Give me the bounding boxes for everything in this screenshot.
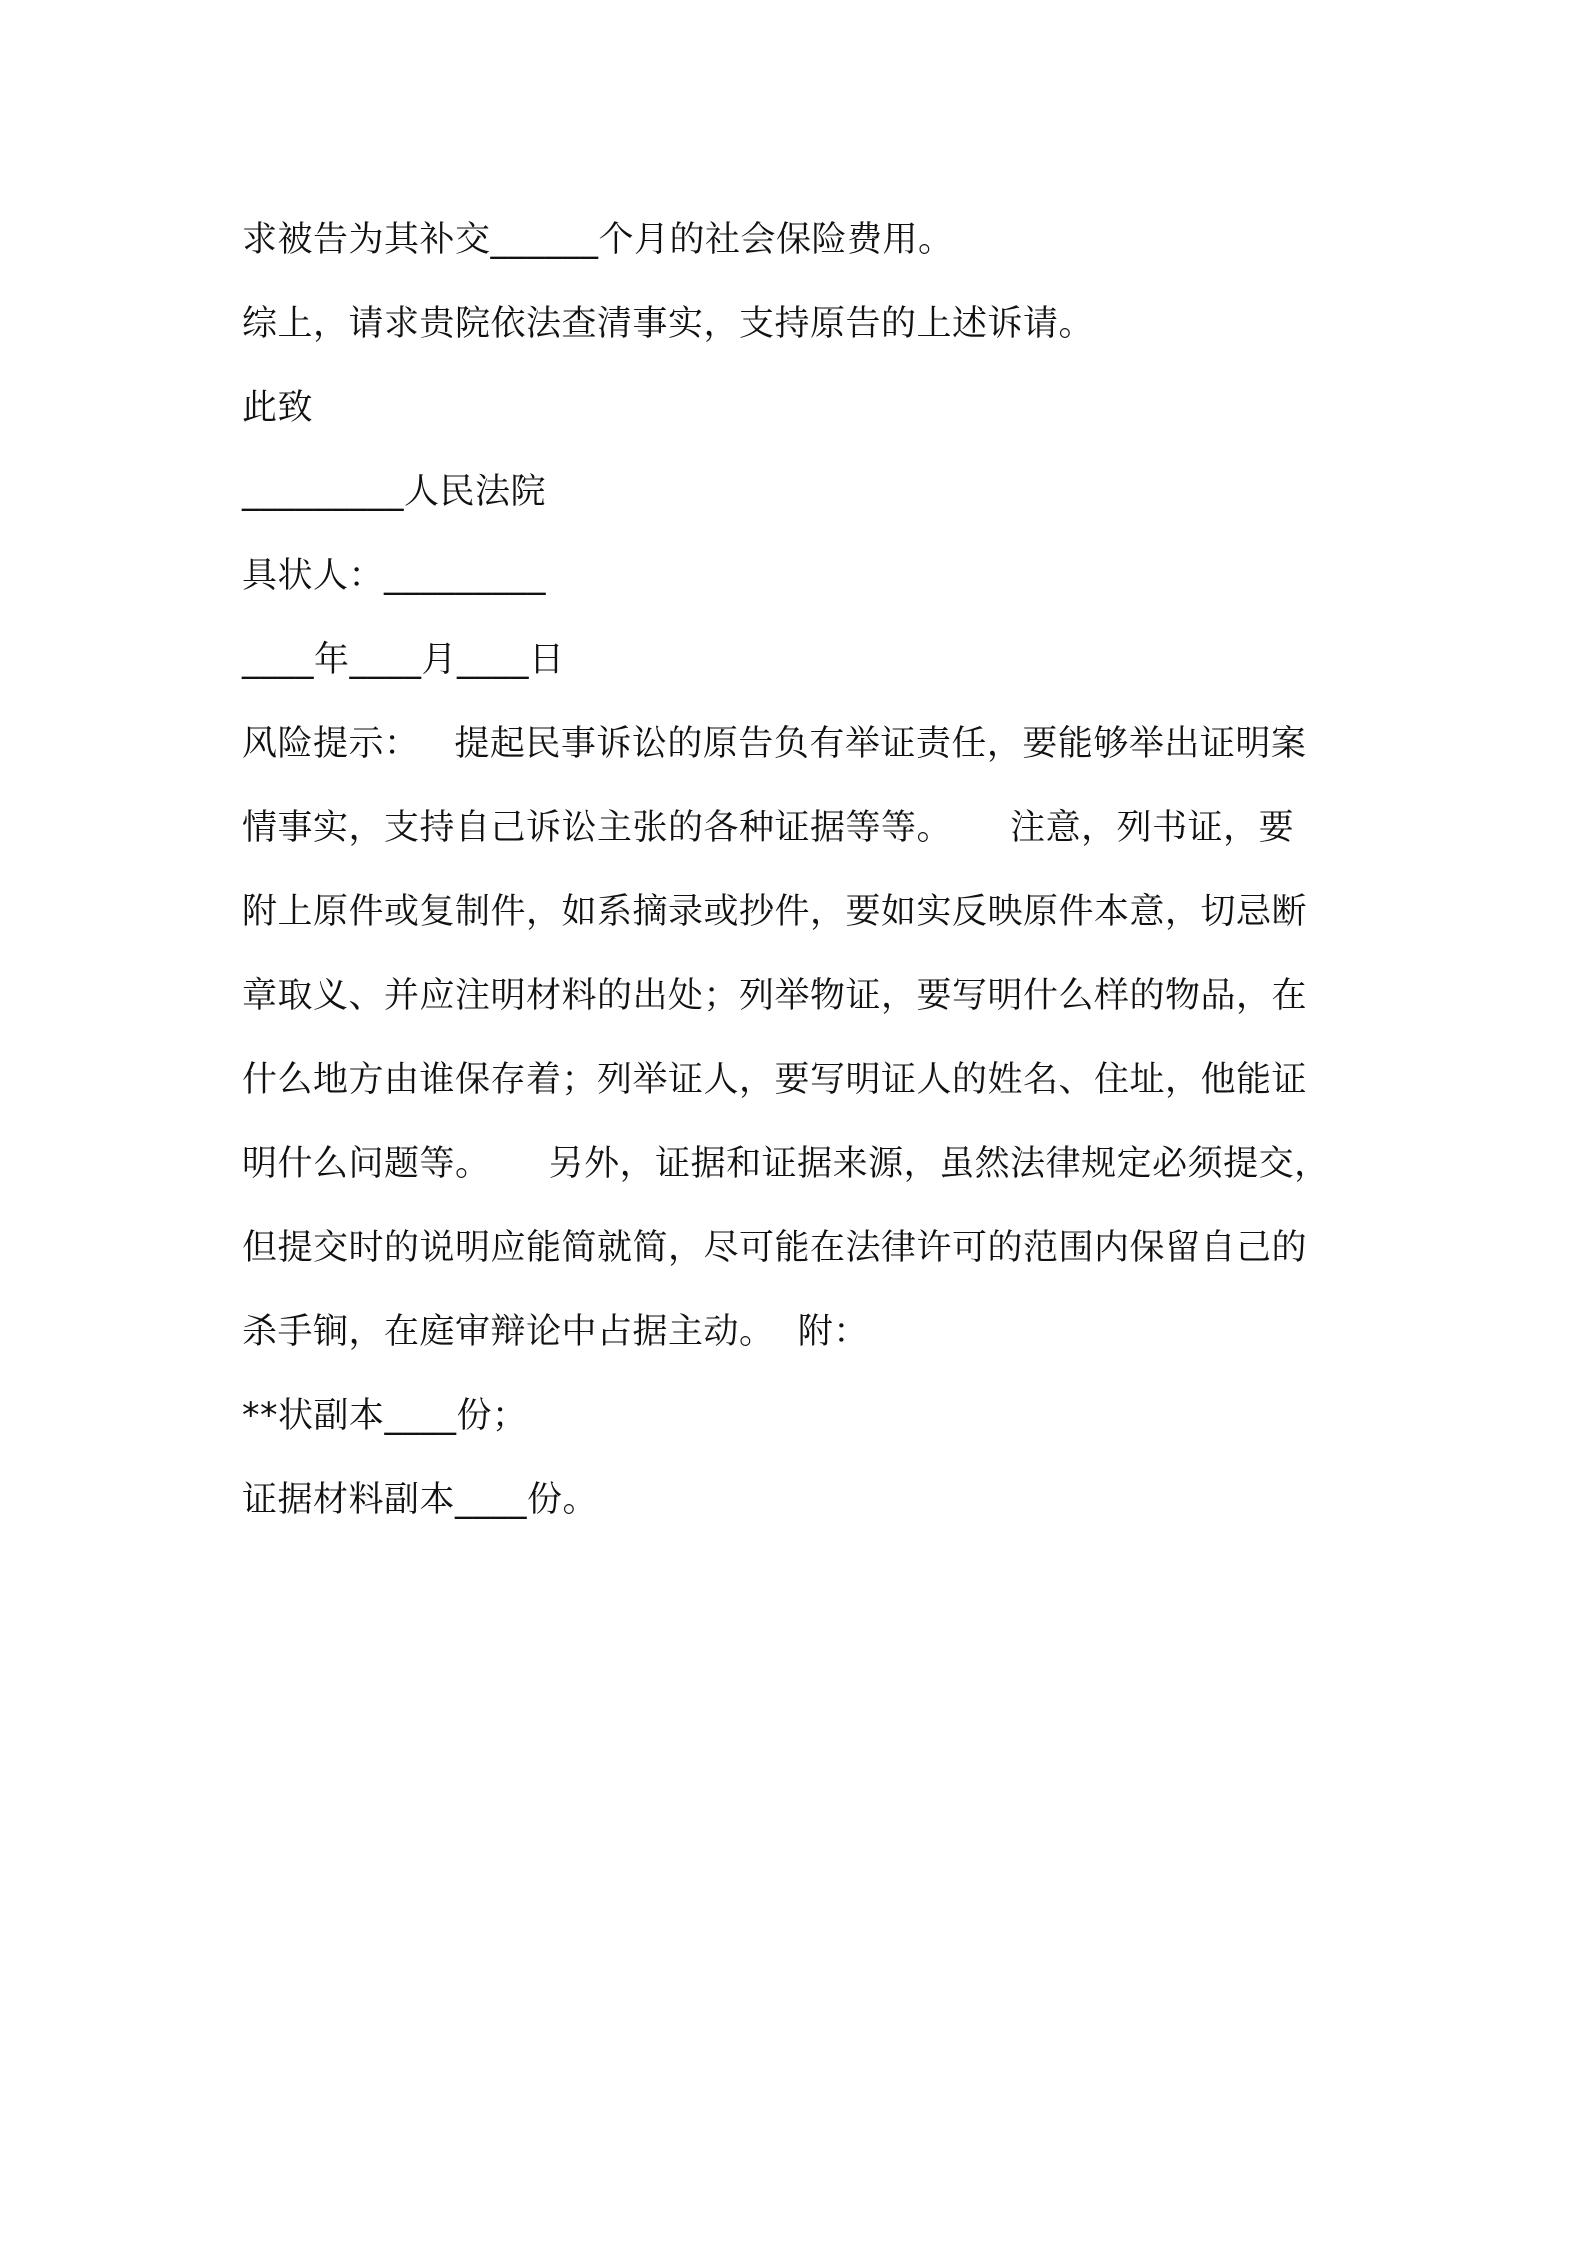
risk-notice-row: 杀手锏，在庭审辩论中占据主动。 附：	[242, 1312, 869, 1352]
risk-notice-row: 风险提示： 提起民事诉讼的原告负有举证责任，要能够举出证明案	[242, 724, 1307, 764]
risk-notice-row: 什么地方由谁保存着；列举证人，要写明证人的姓名、住址，他能证	[242, 1060, 1308, 1100]
plaintiff-signature: 具状人：_________	[242, 556, 547, 596]
risk-notice-paragraph	[242, 702, 1372, 1374]
claim-line: 求被告为其补交______个月的社会保险费用。	[242, 220, 954, 260]
document-body	[242, 198, 1372, 1542]
salutation: 此致	[242, 388, 314, 428]
risk-notice-row: 情事实，支持自己诉讼主张的各种证据等等。 注意，列书证，要	[242, 808, 1295, 848]
date-line: ____年____月____日	[242, 640, 565, 680]
risk-notice-row: 明什么问题等。 另外，证据和证据来源，虽然法律规定必须提交，	[242, 1144, 1330, 1184]
risk-notice-row: 附上原件或复制件，如系摘录或抄件，要如实反映原件本意，切忌断	[242, 892, 1308, 932]
court-name: _________人民法院	[242, 472, 547, 512]
attachment-complaint-copies: **状副本____份；	[242, 1396, 528, 1436]
risk-notice-row: 章取义、并应注明材料的出处；列举物证，要写明什么样的物品，在	[242, 976, 1308, 1016]
risk-notice-row: 但提交时的说明应能简就简，尽可能在法律许可的范围内保留自己的	[242, 1228, 1308, 1268]
conclusion-line: 综上，请求贵院依法查清事实，支持原告的上述诉请。	[242, 304, 1095, 344]
attachment-evidence-copies: 证据材料副本____份。	[242, 1480, 599, 1520]
